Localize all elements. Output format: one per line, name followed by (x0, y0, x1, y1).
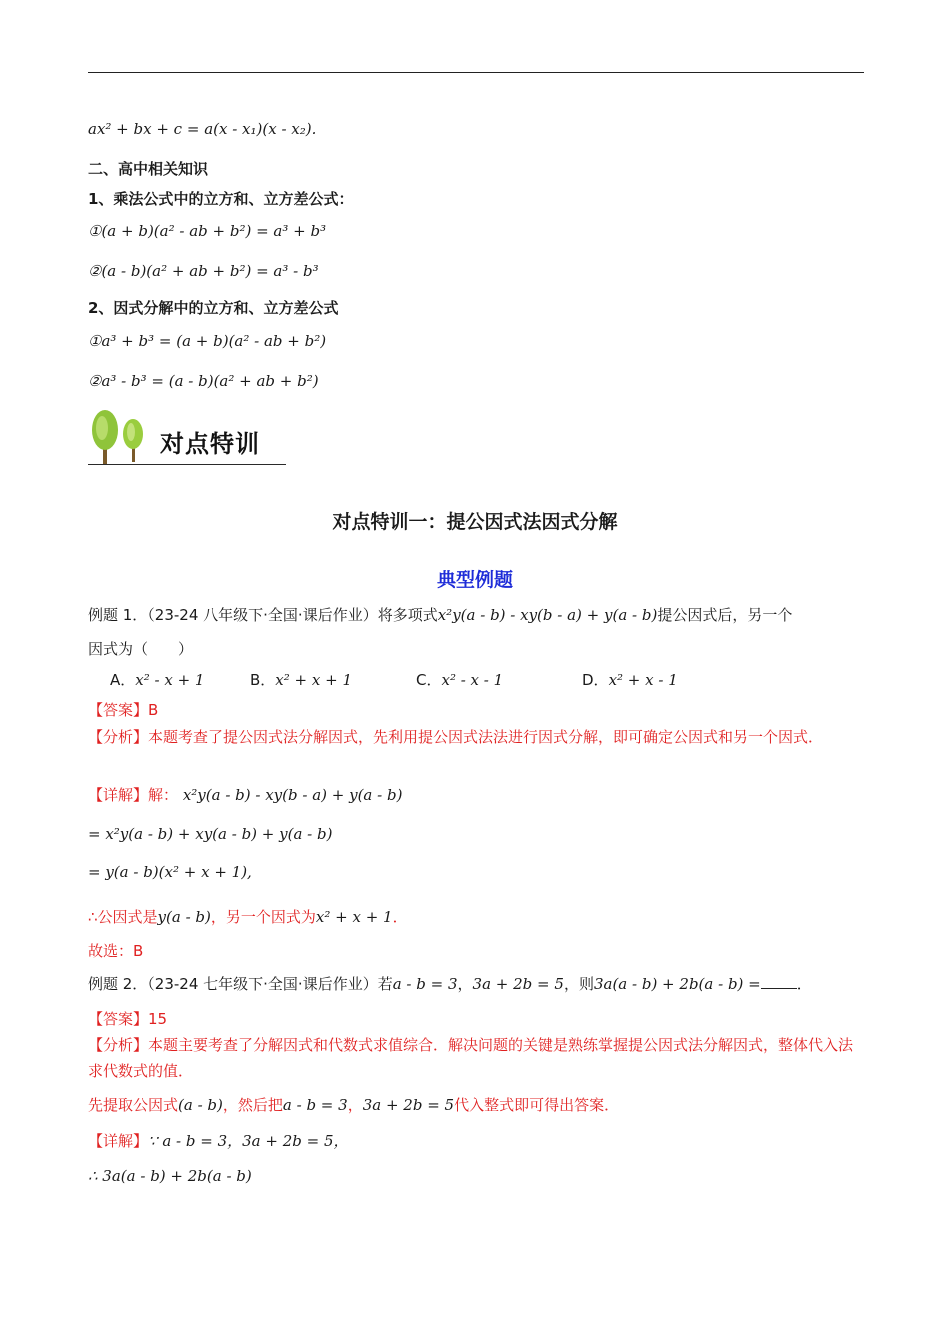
answer-tag: 【答案】 (88, 1010, 149, 1028)
option-b-value: x² + x + 1 (275, 671, 352, 689)
option-b[interactable] (250, 669, 416, 691)
example1-answer (88, 699, 158, 721)
answer-blank[interactable] (761, 974, 797, 989)
example2-sep: ， (457, 975, 473, 993)
hint-cond2: 3a + 2b = 5 (362, 1096, 455, 1114)
example1-question-line2: 因式为（ ） (88, 640, 194, 658)
example1-analysis (88, 724, 864, 750)
example1-options (110, 669, 678, 691)
example1-expression: x²y(a - b) - xy(b - a) + y(a - b) (437, 606, 658, 624)
example1-prefix: 例题 1．（23-24 八年级下·全国·课后作业）将多项式 (88, 606, 438, 624)
option-d[interactable] (582, 669, 678, 691)
item1-formula-1: ①(a + b)(a² - ab + b²) = a³ + b³ (88, 222, 327, 240)
header-formula: ax² + bx + c = a(x - x₁)(x - x₂). (88, 120, 317, 138)
conclusion-expr2: x² + x + 1 (315, 908, 393, 926)
example1-detail (88, 784, 402, 806)
detail-tag: 【详解】 (88, 786, 149, 804)
example1-conclusion (88, 906, 408, 928)
hint-expr: (a - b) (178, 1096, 223, 1114)
conclusion-expr1: y(a - b) (157, 908, 211, 926)
analysis-tag: 【分析】 (88, 1036, 149, 1054)
option-c[interactable] (416, 669, 582, 691)
header-rule (88, 72, 864, 73)
example2-mid: ，则 (563, 975, 594, 993)
example2-prefix: 例题 2．（23-24 七年级下·全国·课后作业）若 (88, 975, 393, 993)
conclusion-end: ． (392, 908, 408, 926)
answer-value: B (148, 701, 159, 719)
example2-answer (88, 1008, 167, 1030)
section-two-heading: 二、高中相关知识 (88, 160, 209, 178)
item2-formula-2: ②a³ - b³ = (a - b)(a² + ab + b²) (88, 372, 319, 390)
item2-title: 2、因式分解中的立方和、立方差公式 (88, 299, 339, 317)
option-c-value: x² - x - 1 (441, 671, 504, 689)
analysis-tag: 【分析】 (88, 728, 149, 746)
example2-therefore: ∴ 3a(a - b) + 2b(a - b) (88, 1167, 252, 1185)
answer-value: 15 (148, 1010, 168, 1028)
example2-end: ． (796, 975, 812, 993)
example1-step1: = x²y(a - b) + xy(a - b) + y(a - b) (88, 825, 333, 843)
example2-detail (88, 1130, 349, 1152)
analysis-text: 本题考查了提公因式法分解因式，先利用提公因式法法进行因式分解，即可确定公因式和另一个因式． (148, 728, 824, 746)
example2-question (88, 973, 812, 995)
example2-cond2: 3a + 2b = 5 (472, 975, 564, 993)
option-a[interactable] (110, 669, 250, 691)
option-c-label: C． (416, 671, 442, 689)
hint-sep: ， (347, 1096, 363, 1114)
typical-examples-title: 典型例题 (436, 569, 513, 591)
example2-hint (88, 1094, 619, 1116)
banner-label: 对点特训 (160, 430, 260, 458)
item2-formula-1: ①a³ + b³ = (a + b)(a² - ab + b²) (88, 332, 327, 350)
example2-cond1: a - b = 3 (392, 975, 458, 993)
detail-expression: x²y(a - b) - xy(b - a) + y(a - b) (182, 786, 403, 804)
item1-title: 1、乘法公式中的立方和、立方差公式： (88, 190, 354, 208)
item1-formula-2: ②(a - b)(a² + ab + b²) = a³ - b³ (88, 262, 319, 280)
hint-end: 代入整式即可得出答案． (454, 1096, 620, 1114)
option-d-value: x² + x - 1 (608, 671, 678, 689)
option-b-label: B． (250, 671, 276, 689)
example2-analysis (88, 1032, 864, 1084)
detail-lead: 解： (148, 786, 179, 804)
example1-step2: = y(a - b)(x² + x + 1), (88, 863, 252, 881)
conclusion-a: ∴公因式是 (88, 908, 158, 926)
hint-cond1: a - b = 3 (282, 1096, 348, 1114)
option-d-label: D． (582, 671, 609, 689)
training-title: 对点特训一：提公因式法因式分解 (332, 511, 618, 533)
tree-icon (88, 408, 158, 468)
answer-tag: 【答案】 (88, 701, 149, 719)
banner-underline (88, 464, 286, 465)
detail-tag: 【详解】 (88, 1132, 149, 1150)
example1-question (88, 604, 792, 626)
option-a-label: A． (110, 671, 136, 689)
example1-choice: 故选：B (88, 942, 144, 960)
section-banner (88, 408, 288, 468)
hint-a: 先提取公因式 (88, 1096, 179, 1114)
example1-suffix: 提公因式后，另一个 (657, 606, 793, 624)
example2-expression: 3a(a - b) + 2b(a - b) = (593, 975, 761, 993)
hint-b: ，然后把 (222, 1096, 283, 1114)
detail-expression: ∵ a - b = 3，3a + 2b = 5， (148, 1132, 349, 1150)
conclusion-b: ，另一个因式为 (210, 908, 316, 926)
option-a-value: x² - x + 1 (135, 671, 205, 689)
analysis-text: 本题主要考查了分解因式和代数式求值综合．解决问题的关键是熟练掌握提公因式法分解因式，整体代入法求代数式的值． (88, 1036, 854, 1080)
